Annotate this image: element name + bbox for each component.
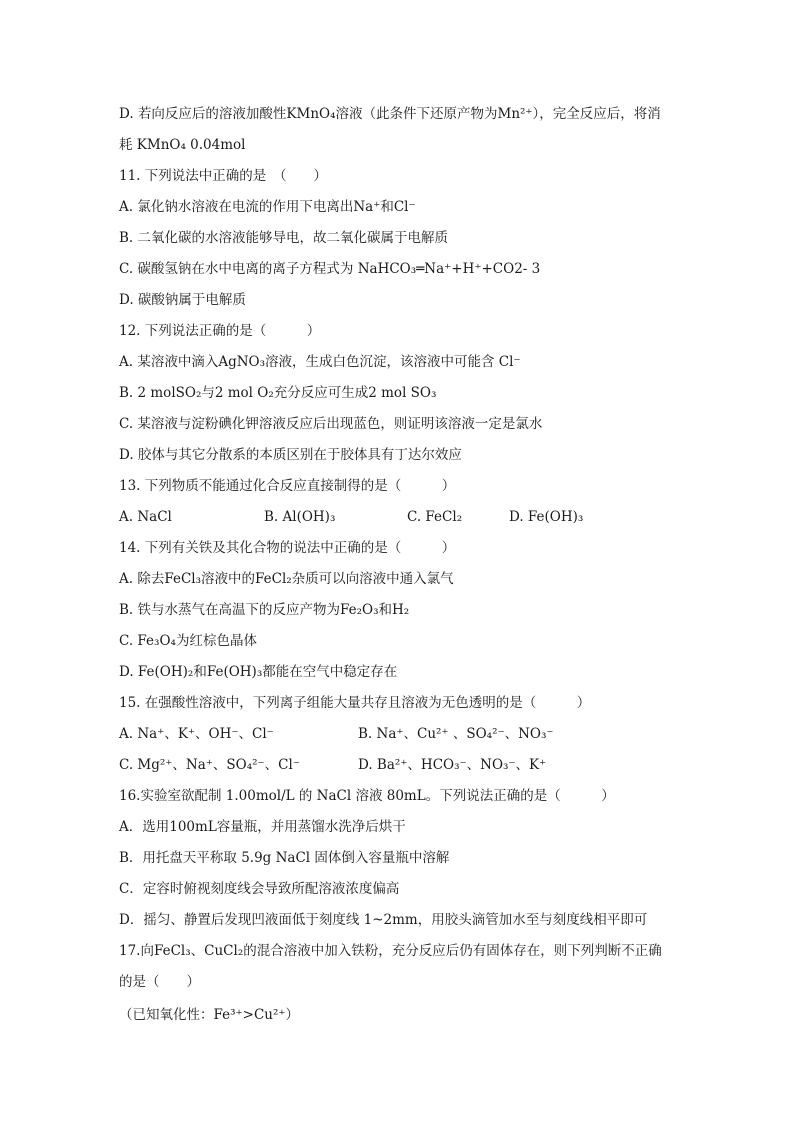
- text-line: 的是（ ）: [119, 974, 200, 990]
- note-line: （已知氧化性：Fe³⁺>Cu²⁺）: [119, 1007, 300, 1023]
- option-b: B. 二氧化碳的水溶液能够导电，故二氧化碳属于电解质: [119, 230, 449, 246]
- option-b: B．用托盘天平称取 5.9g NaCl 固体倒入容量瓶中溶解: [119, 850, 450, 866]
- question-16: 16.实验室欲配制 1.00mol/L 的 NaCl 溶液 80mL。下列说法正确的是（ ）: [119, 788, 615, 804]
- text-line: D. 若向反应后的溶液加酸性KMnO₄溶液（此条件下还原产物为Mn²⁺），完全反应后，将消: [119, 106, 661, 122]
- option-b: B. Al(OH)₃: [264, 509, 336, 525]
- option-b: B. Na⁺、Cu²⁺ 、SO₄²⁻、NO₃⁻: [358, 726, 554, 742]
- option-d: D. 碳酸钠属于电解质: [119, 292, 246, 308]
- option-d: D．摇匀、静置后发现凹液面低于刻度线 1~2mm，用胶头滴管加水至与刻度线相平即可: [119, 912, 648, 928]
- option-c: C. 碳酸氢钠在水中电离的离子方程式为 NaHCO₃═Na⁺+H⁺+CO2- 3: [119, 261, 541, 277]
- option-b: B. 铁与水蒸气在高温下的反应产物为Fe₂O₃和H₂: [119, 602, 410, 618]
- option-a: A. NaCl: [119, 509, 172, 525]
- option-c: C. FeCl₂: [407, 509, 463, 525]
- question-14: 14. 下列有关铁及其化合物的说法中正确的是（ ）: [119, 540, 456, 556]
- option-d: D. Ba²⁺、HCO₃⁻、NO₃⁻、K⁺: [358, 757, 547, 773]
- option-a: A. 除去FeCl₃溶液中的FeCl₂杂质可以向溶液中通入氯气: [119, 571, 454, 587]
- question-11: 11. 下列说法中正确的是 （ ）: [119, 168, 328, 184]
- question-13: 13. 下列物质不能通过化合反应直接制得的是（ ）: [119, 478, 456, 494]
- option-a: A. Na⁺、K⁺、OH⁻、Cl⁻: [119, 726, 274, 742]
- option-a: A. 氯化钠水溶液在电流的作用下电离出Na⁺和Cl⁻: [119, 199, 416, 215]
- option-d: D. Fe(OH)₃: [509, 509, 584, 525]
- option-a: A. 某溶液中滴入AgNO₃溶液，生成白色沉淀，该溶液中可能含 Cl⁻: [119, 354, 521, 370]
- question-17: 17.向FeCl₃、CuCl₂的混合溶液中加入铁粉，充分反应后仍有固体存在，则下列判断不正确: [119, 943, 662, 959]
- text-line: 耗 KMnO₄ 0.04mol: [119, 137, 246, 153]
- option-d: D. Fe(OH)₂和Fe(OH)₃都能在空气中稳定存在: [119, 664, 398, 680]
- option-c: C. 某溶液与淀粉碘化钾溶液反应后出现蓝色，则证明该溶液一定是氯水: [119, 416, 543, 432]
- question-12: 12. 下列说法正确的是（ ）: [119, 323, 321, 339]
- option-c: C. Mg²⁺、Na⁺、SO₄²⁻、Cl⁻: [119, 757, 300, 773]
- option-c: C．定容时俯视刻度线会导致所配溶液浓度偏高: [119, 881, 400, 897]
- option-c: C. Fe₃O₄为红棕色晶体: [119, 633, 257, 649]
- option-a: A．选用100mL容量瓶，并用蒸馏水洗净后烘干: [119, 819, 406, 835]
- option-b: B. 2 molSO₂与2 mol O₂充分反应可生成2 mol SO₃: [119, 385, 437, 401]
- option-d: D. 胶体与其它分散系的本质区别在于胶体具有丁达尔效应: [119, 447, 462, 463]
- question-15: 15. 在强酸性溶液中，下列离子组能大量共存且溶液为无色透明的是（ ）: [119, 695, 591, 711]
